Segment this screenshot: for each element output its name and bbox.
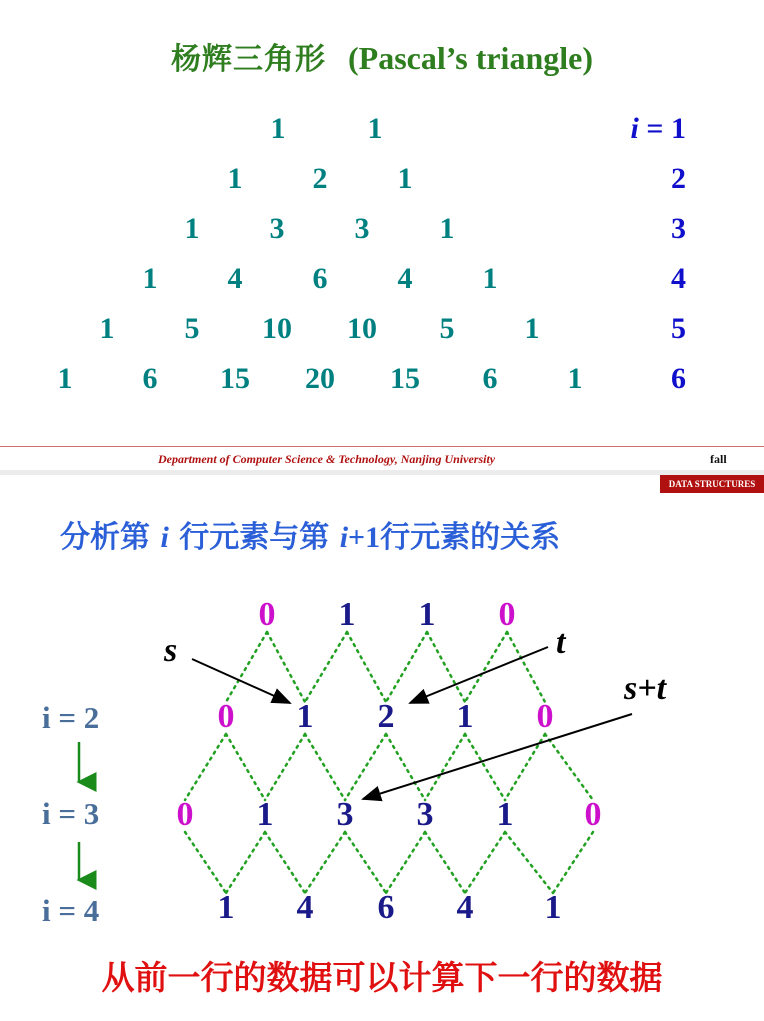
triangle-value: 1 xyxy=(338,596,356,633)
row-index-eq: = xyxy=(638,112,671,145)
relation-title-part1: 分析第 xyxy=(60,520,161,555)
row-label-i3: i = 3 xyxy=(42,796,100,831)
dotted-connection xyxy=(185,734,226,800)
boundary-zero: 0 xyxy=(258,596,276,633)
pascal-value: 1 xyxy=(57,362,73,395)
dotted-connection xyxy=(265,832,305,893)
dotted-connection xyxy=(305,632,347,702)
dotted-connection xyxy=(226,734,265,800)
triangle-value: 1 xyxy=(217,889,235,926)
pascal-value: 15 xyxy=(220,362,250,395)
dotted-connection xyxy=(305,832,345,893)
pascal-value: 10 xyxy=(347,312,377,345)
pascal-value: 5 xyxy=(184,312,200,345)
row-index-value: 1 xyxy=(671,112,686,145)
triangle-value: 1 xyxy=(296,698,314,735)
pascal-value: 6 xyxy=(142,362,158,395)
dotted-connection xyxy=(425,734,465,800)
dotted-connection xyxy=(386,632,427,702)
dotted-connection xyxy=(386,832,425,893)
dotted-connection xyxy=(185,832,226,893)
row-index-value: 6 xyxy=(671,362,686,395)
row-index-value: 4 xyxy=(671,262,686,295)
dotted-connection xyxy=(267,632,305,702)
dotted-connection xyxy=(226,632,267,702)
triangle-value: 1 xyxy=(418,596,436,633)
pascal-value: 1 xyxy=(439,212,455,245)
row-index-value: 2 xyxy=(671,162,686,195)
pascal-value: 1 xyxy=(142,262,158,295)
dotted-connection xyxy=(345,832,386,893)
dotted-connection xyxy=(505,832,553,893)
row-index-var: i xyxy=(630,112,639,145)
arrow-t xyxy=(410,647,548,703)
row-label-i2: i = 2 xyxy=(42,700,100,735)
pascal-value: 4 xyxy=(397,262,413,295)
boundary-zero: 0 xyxy=(536,698,554,735)
pascal-value: 1 xyxy=(482,262,498,295)
row-index-value: 5 xyxy=(671,312,686,345)
relation-title-i2: i xyxy=(339,521,349,554)
dotted-connection xyxy=(507,632,545,702)
pascal-title-zh: 杨辉三角形 xyxy=(171,42,327,77)
relation-title-plus1: +1 xyxy=(348,521,381,554)
dotted-connection xyxy=(465,734,505,800)
pascal-value: 3 xyxy=(269,212,285,245)
footer-badge: DATA STRUCTURES xyxy=(660,475,764,493)
triangle-value: 1 xyxy=(256,796,274,833)
pascal-value: 10 xyxy=(262,312,292,345)
triangle-value: 6 xyxy=(377,889,395,926)
relation-title-i1: i xyxy=(160,521,169,554)
pascal-value: 1 xyxy=(184,212,200,245)
conclusion-text: 从前一行的数据可以计算下一行的数据 xyxy=(101,958,663,997)
pascal-value: 1 xyxy=(367,112,383,145)
footer-term: fall xyxy=(710,452,727,466)
triangle-value: 1 xyxy=(456,698,474,735)
pascal-value: 1 xyxy=(524,312,540,345)
dotted-connection xyxy=(226,832,265,893)
boundary-zero: 0 xyxy=(176,796,194,833)
annotation-s-plus-t: s+t xyxy=(624,670,667,707)
pascal-value: 15 xyxy=(390,362,420,395)
dotted-connection xyxy=(265,734,305,800)
relation-title-part3: 行元素的关系 xyxy=(380,520,561,555)
relation-title-part2: 行元素与第 xyxy=(168,520,340,555)
boundary-zero: 0 xyxy=(498,596,516,633)
pascal-value: 6 xyxy=(312,262,328,295)
dotted-connections xyxy=(185,632,593,893)
dotted-connection xyxy=(553,832,593,893)
dotted-connection xyxy=(305,734,345,800)
pascal-value: 4 xyxy=(227,262,243,295)
pascal-value: 1 xyxy=(99,312,115,345)
pascal-title-en: (Pascal’s triangle) xyxy=(348,40,593,76)
pascal-value: 5 xyxy=(439,312,455,345)
annotation-s: s xyxy=(164,632,178,669)
annotation-t: t xyxy=(556,624,566,661)
pascal-value: 1 xyxy=(227,162,243,195)
pascal-value: 20 xyxy=(305,362,335,395)
triangle-value: 4 xyxy=(296,889,314,926)
pascal-value: 1 xyxy=(270,112,286,145)
arrow-s xyxy=(192,659,290,703)
dotted-connection xyxy=(427,632,465,702)
pascal-value: 1 xyxy=(397,162,413,195)
triangle-value: 1 xyxy=(496,796,514,833)
triangle-value: 2 xyxy=(377,698,395,735)
triangle-value: 3 xyxy=(336,796,354,833)
pascal-value: 2 xyxy=(312,162,328,195)
row-label-i4: i = 4 xyxy=(42,893,100,928)
pascal-value: 6 xyxy=(482,362,498,395)
dotted-connection xyxy=(345,734,386,800)
arrow-s-plus-t xyxy=(363,714,632,799)
dotted-connection xyxy=(425,832,465,893)
triangle-value: 4 xyxy=(456,889,474,926)
pascal-value: 3 xyxy=(354,212,370,245)
triangle-value: 3 xyxy=(416,796,434,833)
footer-department: Department of Computer Science & Technology, Nanjing University xyxy=(158,452,496,466)
pascal-value: 1 xyxy=(567,362,583,395)
dotted-connection xyxy=(465,832,505,893)
row-index-value: 3 xyxy=(671,212,686,245)
boundary-zero: 0 xyxy=(584,796,602,833)
dotted-connection xyxy=(545,734,593,800)
dotted-connection xyxy=(347,632,386,702)
triangle-value: 1 xyxy=(544,889,562,926)
boundary-zero: 0 xyxy=(217,698,235,735)
